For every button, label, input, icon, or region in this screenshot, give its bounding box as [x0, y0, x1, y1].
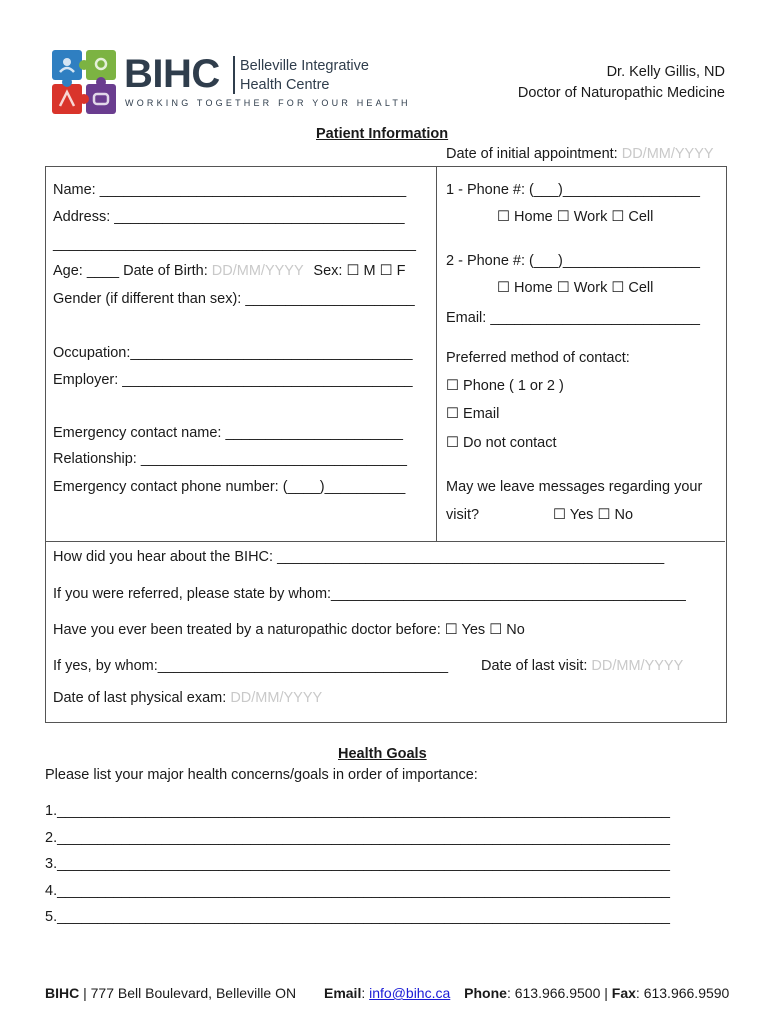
- dob-placeholder[interactable]: DD/MM/YYYY: [211, 263, 304, 279]
- last-visit-field[interactable]: [481, 658, 683, 674]
- logo-wordmark: BIHC: [124, 52, 220, 96]
- preferred-contact-label: Preferred method of contact:: [446, 350, 630, 366]
- name-field[interactable]: Name: ______________________________________: [53, 182, 407, 198]
- footer-fax-label: Fax: [611, 985, 636, 1001]
- hear-about-field[interactable]: How did you hear about the BIHC: ________________________________________________: [53, 549, 665, 565]
- last-visit-label: Date of last visit:: [481, 658, 588, 674]
- messages-question-line2: visit?: [446, 507, 480, 523]
- phone1-field[interactable]: 1 - Phone #: (___)_________________: [446, 182, 700, 198]
- footer-phone: : 613.966.9500 |: [506, 985, 612, 1001]
- if-yes-by-whom-field[interactable]: If yes, by whom:____________________________________: [53, 658, 449, 674]
- logo-name-line2: Health Centre: [240, 77, 330, 93]
- contact-option-email[interactable]: ☐ Email: [446, 406, 500, 422]
- initial-appointment-field[interactable]: [446, 146, 714, 162]
- emergency-phone-field[interactable]: Emergency contact phone number: (____)__________: [53, 479, 406, 495]
- patient-info-heading: Patient Information: [316, 126, 449, 142]
- goal-line-4[interactable]: 4.____________________________________________________________________________: [45, 883, 670, 899]
- logo-divider: [233, 56, 235, 94]
- logo-name-line1: Belleville Integrative: [240, 58, 369, 74]
- last-physical-placeholder[interactable]: DD/MM/YYYY: [230, 690, 323, 706]
- messages-options[interactable]: ☐ Yes ☐ No: [553, 507, 634, 523]
- phone2-type-options[interactable]: ☐ Home ☐ Work ☐ Cell: [497, 280, 654, 296]
- last-physical-field[interactable]: [53, 690, 322, 706]
- age-dob-sex-row: [53, 263, 405, 279]
- occupation-field[interactable]: Occupation:___________________________________: [53, 345, 413, 361]
- referred-by-field[interactable]: If you were referred, please state by whom:____________________________________________: [53, 586, 686, 602]
- age-dob-label[interactable]: Age: ____ Date of Birth:: [53, 263, 208, 279]
- goal-line-2[interactable]: 2.____________________________________________________________________________: [45, 830, 670, 846]
- footer-fax: : 613.966.9590: [635, 985, 730, 1001]
- footer: BIHC | 777 Bell Boulevard, Belleville ON Email: info@bihc.ca Phone: 613.966.9500 | Fax: 613.966.9590: [45, 985, 730, 1001]
- emergency-contact-name-field[interactable]: Emergency contact name: ______________________: [53, 425, 403, 441]
- health-goals-heading: Health Goals: [338, 746, 427, 762]
- address-line2-field[interactable]: _____________________________________________: [53, 236, 416, 252]
- goal-line-3[interactable]: 3.____________________________________________________________________________: [45, 856, 670, 872]
- goal-line-5[interactable]: 5.____________________________________________________________________________: [45, 909, 670, 925]
- initial-appointment-placeholder[interactable]: DD/MM/YYYY: [621, 146, 714, 162]
- last-visit-placeholder[interactable]: DD/MM/YYYY: [591, 658, 684, 674]
- footer-phone-label: Phone: [464, 985, 507, 1001]
- footer-email-link[interactable]: info@bihc.ca: [369, 985, 451, 1001]
- doctor-name: Dr. Kelly Gillis, ND: [606, 64, 725, 80]
- doctor-title: Doctor of Naturopathic Medicine: [517, 85, 725, 101]
- column-divider: [436, 166, 437, 541]
- contact-option-phone[interactable]: ☐ Phone ( 1 or 2 ): [446, 378, 564, 394]
- goal-line-1[interactable]: 1.____________________________________________________________________________: [45, 803, 670, 819]
- treated-before-question[interactable]: Have you ever been treated by a naturopathic doctor before: ☐ Yes ☐ No: [53, 622, 525, 638]
- last-physical-label: Date of last physical exam:: [53, 690, 227, 706]
- contact-option-none[interactable]: ☐ Do not contact: [446, 435, 557, 451]
- footer-org: BIHC: [45, 985, 80, 1001]
- initial-appointment-label: Date of initial appointment:: [446, 146, 618, 162]
- phone1-type-options[interactable]: ☐ Home ☐ Work ☐ Cell: [497, 209, 654, 225]
- sex-options[interactable]: Sex: ☐ M ☐ F: [313, 263, 406, 279]
- logo-org-name: [240, 57, 369, 95]
- employer-field[interactable]: Employer: ____________________________________: [53, 372, 413, 388]
- messages-question-line1: May we leave messages regarding your: [446, 479, 703, 495]
- footer-email-label: Email: [323, 985, 362, 1001]
- footer-address: | 777 Bell Boulevard, Belleville ON: [79, 985, 297, 1001]
- health-goals-instruction: Please list your major health concerns/goals in order of importance:: [45, 767, 478, 783]
- relationship-field[interactable]: Relationship: _________________________________: [53, 451, 407, 467]
- section-divider: [45, 541, 725, 542]
- phone2-field[interactable]: 2 - Phone #: (___)_________________: [446, 253, 700, 269]
- logo-tagline: WORKING TOGETHER FOR YOUR HEALTH: [125, 98, 411, 108]
- gender-field[interactable]: Gender (if different than sex): _____________________: [53, 291, 415, 307]
- address-field[interactable]: Address: ____________________________________: [53, 209, 405, 225]
- logo-puzzle-icon: [52, 50, 116, 114]
- email-field[interactable]: Email: __________________________: [446, 310, 700, 326]
